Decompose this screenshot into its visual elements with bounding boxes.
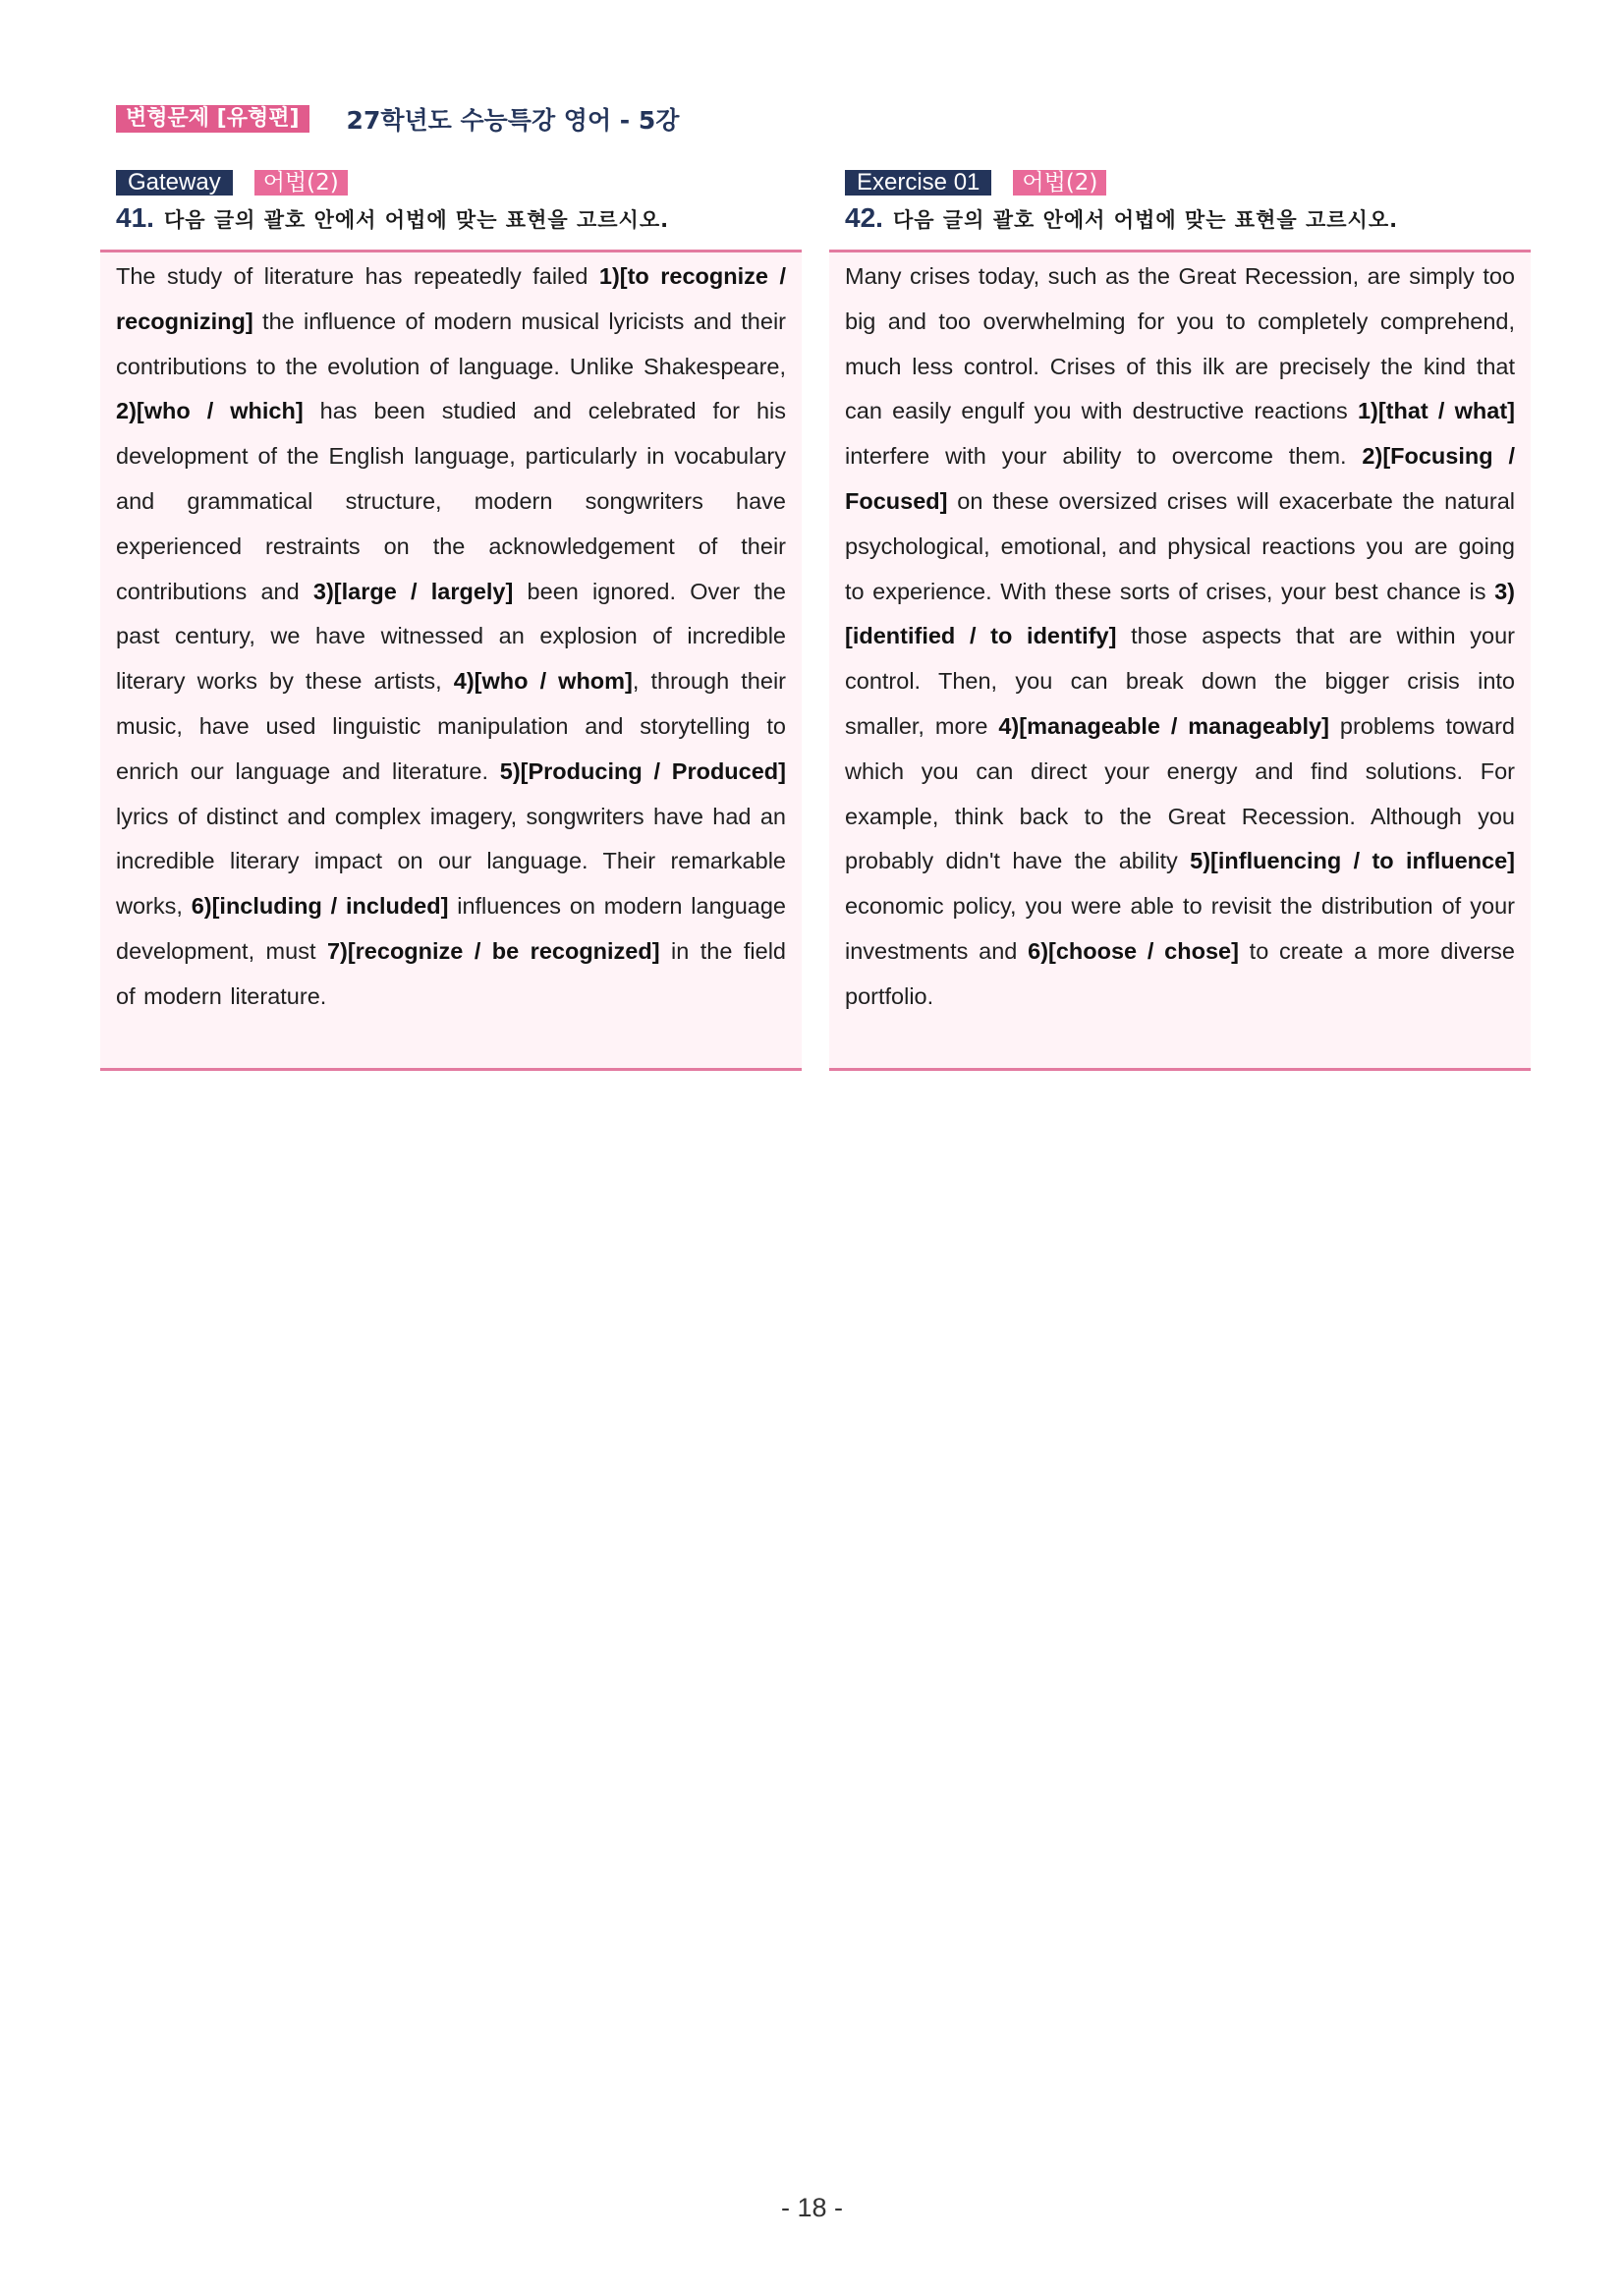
- answer-choice: 3)[large / largely]: [312, 578, 514, 604]
- passage-segment: , through their music, have used linguistic manipulation and storytelling to enrich our language and literature.: [116, 668, 786, 784]
- page-header: [116, 102, 679, 136]
- passage-segment: economic policy, you were able to revisit the distribution of your investments and: [845, 893, 1515, 964]
- question-tags: [116, 169, 802, 196]
- passage-box: [829, 250, 1531, 1071]
- answer-choice: 5)[Producing / Produced]: [499, 757, 786, 784]
- question-header: [845, 202, 1531, 238]
- passage-text: [116, 252, 786, 1020]
- question-number: 41.: [116, 202, 154, 233]
- passage-segment: has been studied and celebrated for his development of the English language, particularly in vocabulary and grammatical structure, modern songwriters have experienced restraints on the acknowledgement of their contributions and: [116, 398, 786, 604]
- answer-choice: 6)[choose / chose]: [1028, 937, 1239, 964]
- answer-choice: 1)[that / what]: [1357, 398, 1515, 424]
- right-column: [829, 169, 1531, 1071]
- passage-segment: in the field of modern literature.: [116, 937, 787, 1009]
- passage-segment: to create a more diverse portfolio.: [845, 937, 1515, 1009]
- passage-segment: the influence of modern musical lyricists and their contributions to the evolution of language. Unlike Shakespeare,: [116, 308, 786, 379]
- section-badge: 변형문제 [유형편]: [116, 105, 309, 133]
- passage-text: [845, 252, 1515, 1020]
- passage-segment: those aspects that are within your control. Then, you can break down the bigger crisis into smaller, more: [845, 623, 1516, 739]
- answer-choice: 4)[who / whom]: [453, 668, 633, 695]
- passage-segment: interfere with your ability to overcome them.: [845, 443, 1363, 470]
- page-title: 27학년도 수능특강 영어 - 5강: [346, 106, 680, 135]
- passage-box: [100, 250, 802, 1071]
- source-tag: Exercise 01: [845, 170, 991, 196]
- answer-choice: 2)[who / which]: [116, 398, 304, 424]
- page-number: - 18 -: [780, 2193, 844, 2222]
- passage-segment: been ignored. Over the past century, we have witnessed an explosion of incredible literary works by these artists,: [116, 578, 786, 695]
- answer-choice: 2)[Focusing / Focused]: [845, 443, 1515, 514]
- passage-segment: Many crises today, such as the Great Recession, are simply too big and too overwhelming for you to completely comprehend, much less control. Crises of this ilk are precisely the kind that can easily engulf you with destructive reactions: [845, 263, 1515, 424]
- category-tag: 어법(2): [1013, 170, 1106, 196]
- passage-segment: lyrics of distinct and complex imagery, songwriters have had an incredible literary impact on our language. Their remarkable works,: [116, 803, 786, 920]
- answer-choice: 6)[including / included]: [191, 893, 449, 920]
- answer-choice: 1)[to recognize / recognizing]: [116, 263, 786, 334]
- question-tags: [845, 169, 1531, 196]
- category-tag: 어법(2): [254, 170, 348, 196]
- answer-choice: 3)[identified / to identify]: [845, 578, 1515, 649]
- answer-choice: 5)[influencing / to influence]: [1190, 848, 1516, 874]
- question-instruction: 다음 글의 괄호 안에서 어법에 맞는 표현을 고르시오.: [892, 208, 1399, 232]
- passage-segment: on these oversized crises will exacerbate the natural psychological, emotional, and physical reactions you are going to experience. With these sorts of crises, your best chance is: [845, 487, 1515, 604]
- passage-segment: The study of literature has repeatedly failed: [116, 263, 599, 289]
- passage-segment: problems toward which you can direct your energy and find solutions. For example, think back to the Great Recession. Although you probably didn't have the ability: [845, 712, 1515, 874]
- passage-segment: influences on modern language development, must: [116, 893, 786, 964]
- answer-choice: 4)[manageable / manageably]: [998, 712, 1329, 739]
- question-header: [116, 202, 802, 238]
- answer-choice: 7)[recognize / be recognized]: [326, 937, 660, 964]
- left-column: [100, 169, 802, 1071]
- question-instruction: 다음 글의 괄호 안에서 어법에 맞는 표현을 고르시오.: [163, 208, 670, 232]
- source-tag: Gateway: [116, 170, 233, 196]
- question-number: 42.: [845, 202, 883, 233]
